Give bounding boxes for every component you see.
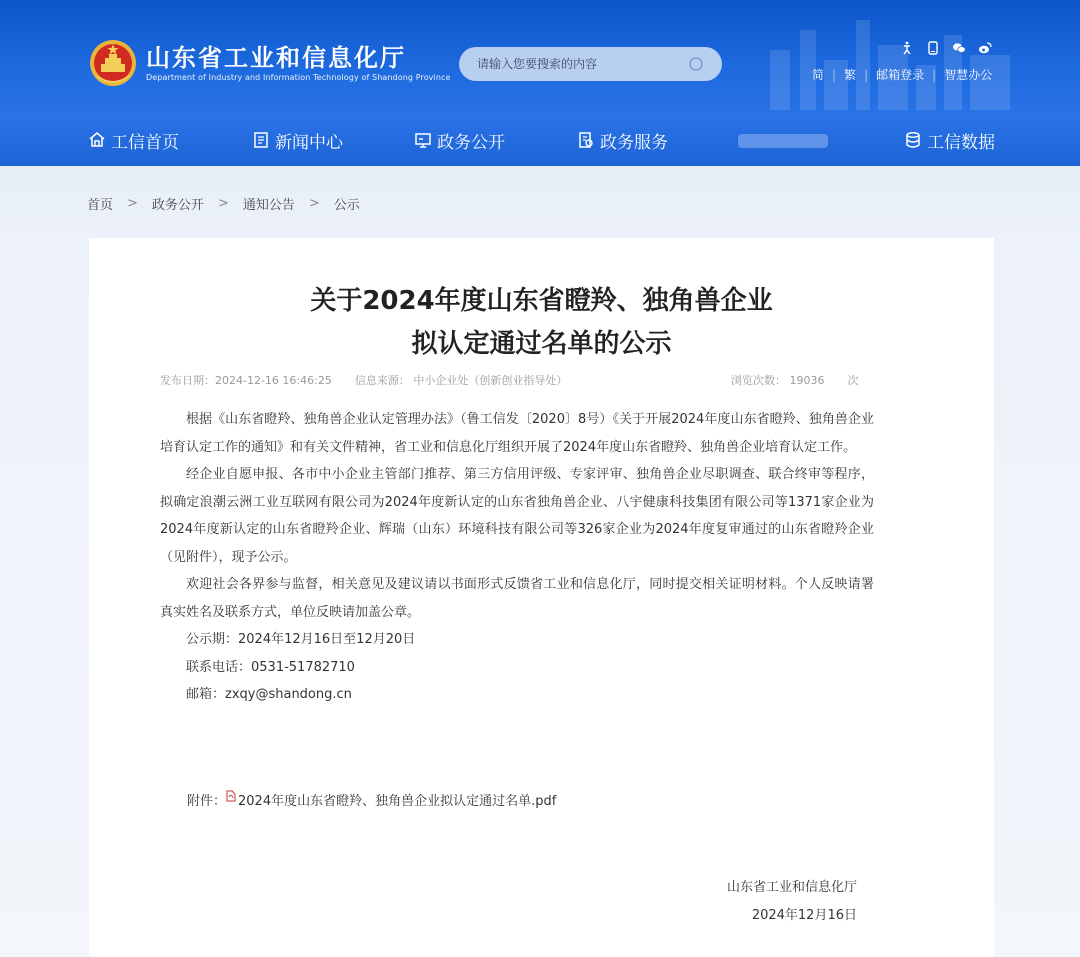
paragraph: 欢迎社会各界参与监督，相关意见及建议请以书面形式反馈省工业和信息化厅，同时提交相关证明材料。个人反映请署真实姓名及联系方式，单位反映请加盖公章。 bbox=[160, 577, 874, 620]
divider: | bbox=[864, 67, 869, 82]
breadcrumb-notices[interactable]: 通知公告 bbox=[242, 198, 295, 213]
breadcrumb bbox=[87, 194, 360, 213]
nav-item-news[interactable] bbox=[252, 128, 343, 152]
news-icon bbox=[252, 131, 270, 149]
nav-blurred-item bbox=[738, 130, 833, 152]
nav-item-gov-service[interactable] bbox=[577, 128, 668, 152]
site-header bbox=[0, 0, 1080, 166]
contact-email: 邮箱：zxqy@shandong.cn bbox=[186, 687, 352, 702]
top-links bbox=[812, 66, 992, 83]
mail-login-link[interactable]: 邮箱登录 bbox=[876, 68, 925, 82]
nav-item-home[interactable] bbox=[88, 128, 179, 152]
mobile-icon[interactable] bbox=[926, 40, 940, 54]
breadcrumb-separator: > bbox=[127, 196, 138, 211]
breadcrumb-separator: > bbox=[308, 196, 320, 211]
national-emblem-icon bbox=[88, 38, 138, 88]
nav-label: 政务服务 bbox=[600, 132, 668, 153]
database-icon bbox=[904, 131, 922, 149]
nav-item-data[interactable] bbox=[904, 128, 995, 152]
source-value: 中小企业处（创新创业指导处） bbox=[413, 374, 568, 387]
paragraph: 经企业自愿申报、各市中小企业主管部门推荐、第三方信用评级、专家评审、独角兽企业尽职调查、联合终审等程序，拟确定浪潮云洲工业互联网有限公司为2024年度新认定的山东省独角兽企业、八宇健康科技集团有限公司等1371家企业为2024年度新认定的山东省瞪羚企业、辉瑞（山东）环境科技有限公司等326家企业为2024年度复审通过的山东省瞪羚企业（见附件），现予公示。 bbox=[160, 467, 874, 565]
nav-label: 工信数据 bbox=[927, 132, 995, 153]
nav-item-gov-affairs[interactable] bbox=[414, 128, 505, 152]
article-meta bbox=[160, 372, 567, 388]
search-input[interactable] bbox=[477, 57, 677, 71]
weibo-icon[interactable] bbox=[978, 40, 992, 54]
article-card bbox=[89, 238, 994, 957]
divider: | bbox=[932, 67, 937, 82]
views-unit: 次 bbox=[847, 374, 859, 387]
title-line-1: 关于2024年度山东省瞪羚、独角兽企业 bbox=[310, 286, 773, 316]
smart-office-link[interactable]: 智慧办公 bbox=[944, 68, 993, 82]
views-value: 19036 bbox=[789, 374, 825, 387]
signature-org: 山东省工业和信息化厅 bbox=[726, 880, 857, 895]
simplified-link[interactable]: 简 bbox=[812, 68, 825, 82]
breadcrumb-home[interactable]: 首页 bbox=[87, 198, 114, 213]
article-body bbox=[160, 406, 874, 709]
service-icon bbox=[577, 131, 595, 149]
wechat-icon[interactable] bbox=[952, 40, 966, 54]
view-count bbox=[731, 372, 859, 388]
traditional-link[interactable]: 繁 bbox=[844, 68, 857, 82]
article-title bbox=[89, 280, 994, 366]
title-line-2: 拟认定通过名单的公示 bbox=[411, 329, 672, 359]
source-label: 信息来源： bbox=[354, 374, 410, 387]
top-tools bbox=[900, 40, 992, 54]
search-icon[interactable] bbox=[688, 56, 704, 72]
nav-label: 工信首页 bbox=[111, 132, 179, 153]
skyline-decoration bbox=[760, 10, 1020, 110]
accessibility-icon[interactable] bbox=[900, 40, 914, 54]
nav-label: 新闻中心 bbox=[275, 132, 343, 153]
divider: | bbox=[832, 67, 837, 82]
attachment-label: 附件： bbox=[187, 794, 227, 809]
monitor-icon bbox=[414, 131, 432, 149]
main-nav bbox=[0, 120, 1080, 160]
attachment bbox=[187, 790, 556, 809]
breadcrumb-separator: > bbox=[217, 196, 229, 211]
publish-date-label: 发布日期： bbox=[160, 374, 215, 387]
breadcrumb-public-notice[interactable]: 公示 bbox=[333, 198, 360, 213]
nav-label: 政务公开 bbox=[437, 132, 505, 153]
home-icon bbox=[88, 131, 106, 149]
breadcrumb-gov-affairs[interactable]: 政务公开 bbox=[151, 198, 204, 213]
site-logo[interactable] bbox=[88, 36, 451, 90]
search-box bbox=[459, 47, 722, 81]
signature-block bbox=[727, 874, 857, 930]
paragraph: 根据《山东省瞪羚、独角兽企业认定管理办法》（鲁工信发〔2020〕8号）《关于开展2024年度山东省瞪羚、独角兽企业培育认定工作的通知》和有关文件精神，省工业和信息化厅组织开展了2024年度山东省瞪羚、独角兽企业培育认定工作。 bbox=[160, 412, 874, 455]
signature-date: 2024年12月16日 bbox=[751, 908, 857, 923]
notice-period: 公示期：2024年12月16日至12月20日 bbox=[186, 632, 416, 647]
site-name-en: Department of Industry and Information Technology of Shandong Province bbox=[146, 72, 451, 82]
attachment-link[interactable]: 2024年度山东省瞪羚、独角兽企业拟认定通过名单.pdf bbox=[238, 794, 557, 809]
contact-phone: 联系电话：0531-51782710 bbox=[186, 659, 355, 675]
views-label: 浏览次数： bbox=[731, 374, 786, 387]
publish-date: 2024-12-16 16:46:25 bbox=[215, 374, 332, 387]
pdf-icon bbox=[226, 790, 236, 802]
site-name: 山东省工业和信息化厅 bbox=[146, 43, 406, 72]
